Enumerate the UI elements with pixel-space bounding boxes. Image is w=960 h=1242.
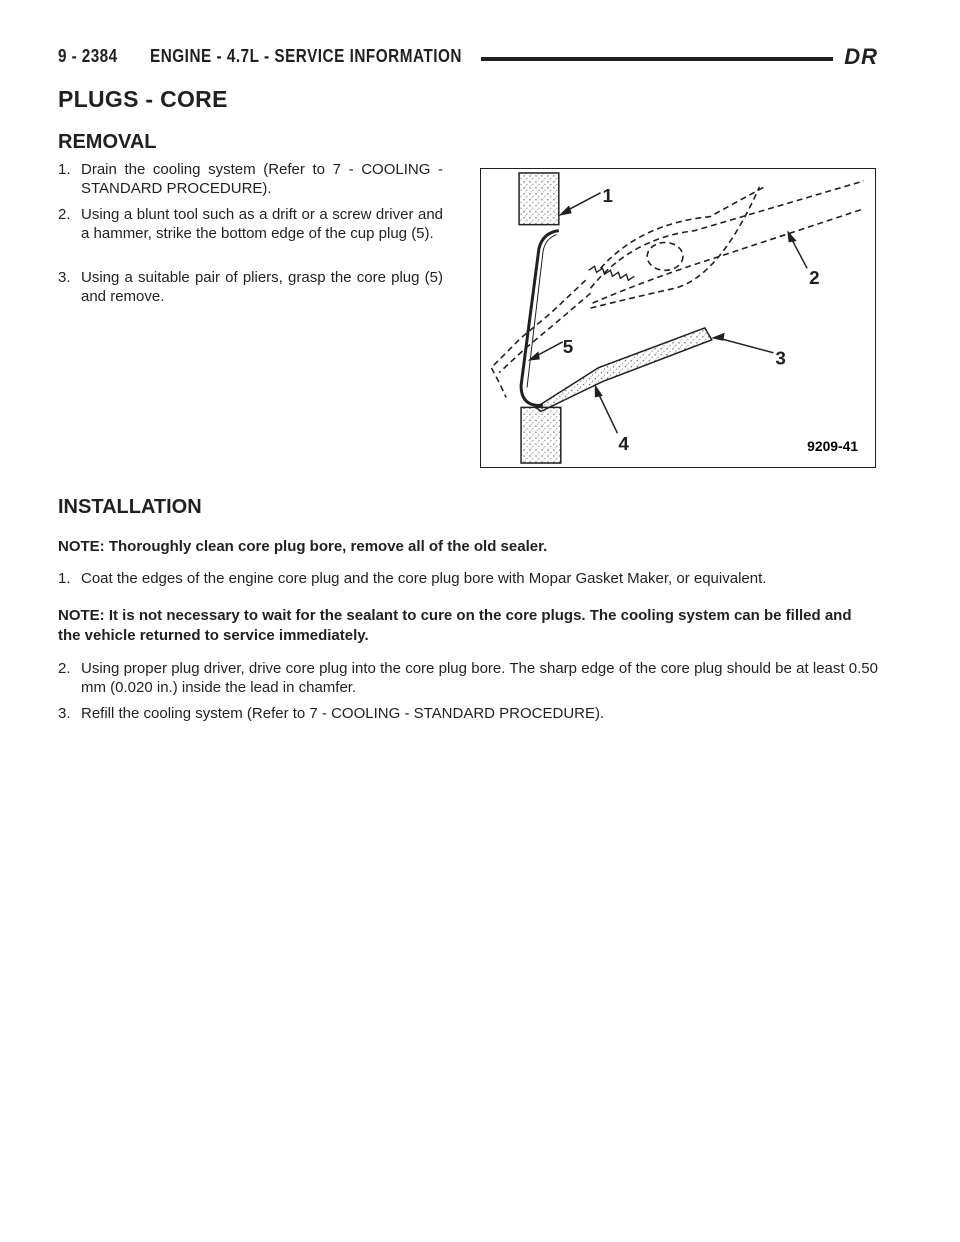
step-text: Using proper plug driver, drive core plug into the core plug bore. The sharp edge of the core plug should be at least 0.50 mm (0.020 in.) inside the lead in chamfer. <box>81 660 878 696</box>
page-title: PLUGS - CORE <box>58 86 228 112</box>
removal-heading: REMOVAL <box>58 131 157 153</box>
step-text: Drain the cooling system (Refer to 7 - COOLING - STANDARD PROCEDURE). <box>81 161 443 197</box>
callout-1: 1 <box>602 184 614 206</box>
installation-note-2: NOTE: It is not necessary to wait for the sealant to cure on the core plugs. The cooling system can be filled and the vehicle returned to service immediately. <box>58 607 852 644</box>
leader-3 <box>718 338 774 353</box>
step-text: Using a blunt tool such as a drift or a screw driver and a hammer, strike the bottom edge of the cup plug (5). <box>81 206 443 242</box>
step-text: Using a suitable pair of pliers, grasp the core plug (5) and remove. <box>81 269 443 305</box>
callout-4: 4 <box>618 433 629 455</box>
plier-jaw-teeth <box>589 266 635 280</box>
step-number: 2. <box>58 206 71 223</box>
step-text: Coat the edges of the engine core plug and the core plug bore with Mopar Gasket Maker, or equivalent. <box>81 570 767 587</box>
step-number: 1. <box>58 161 71 178</box>
step-number: 3. <box>58 705 71 722</box>
header-rule <box>481 57 833 61</box>
callout-2: 2 <box>809 267 820 289</box>
installation-step-1 <box>58 569 878 588</box>
engine-block-upper <box>519 173 559 225</box>
step-text: Refill the cooling system (Refer to 7 - COOLING - STANDARD PROCEDURE). <box>81 705 605 722</box>
step-number: 1. <box>58 570 71 587</box>
brand-code: DR <box>844 44 878 69</box>
section-title: ENGINE - 4.7L - SERVICE INFORMATION <box>150 46 462 66</box>
installation-step-2 <box>58 659 878 697</box>
core-plug-removal-figure <box>480 168 876 468</box>
engine-block-lower <box>521 407 561 463</box>
figure-id: 9209-41 <box>807 438 859 455</box>
page-number: 9 - 2384 <box>58 46 118 66</box>
callout-3: 3 <box>775 347 786 369</box>
installation-step-3 <box>58 704 878 723</box>
core-plug-5 <box>521 231 559 406</box>
installation-note-1: NOTE: Thoroughly clean core plug bore, remove all of the old sealer. <box>58 538 548 555</box>
callout-5: 5 <box>562 335 574 357</box>
callout-labels <box>563 185 820 454</box>
figure-illustration <box>481 169 875 467</box>
step-number: 2. <box>58 660 71 677</box>
step-number: 3. <box>58 269 71 286</box>
page-header <box>58 44 878 74</box>
removal-step-2 <box>58 205 443 243</box>
installation-heading: INSTALLATION <box>58 496 202 518</box>
removal-step-3 <box>58 268 443 306</box>
removal-step-1 <box>58 160 443 198</box>
